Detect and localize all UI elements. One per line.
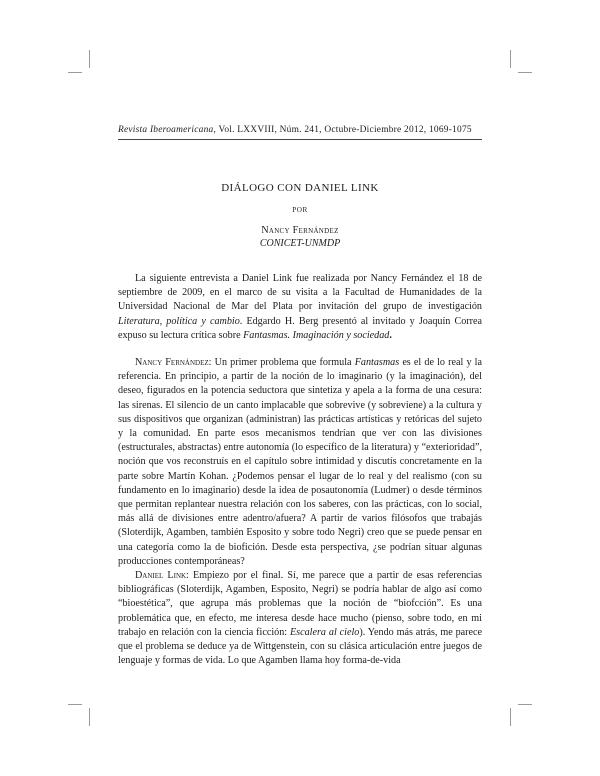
question-text: es el de lo real y la referencia. En principio, a partir de la noción de lo imaginario (y la imaginación), del deseo, figurados en la potencia seductora que sintetiza y apela a la forma de una cesura: las sirenas. El silencio de un canto implacable que sobrevive (y sobreviene) a la cultura y sus dispositivos que organizan (administran) las prácticas artísticas y retóricas del sujeto y la comunidad. En parte esos mecanismos tendrían que ver con las divisiones (estructurales, abstractas) entre autonomía (lo específico de la literatura) y “exterioridad”, noción que vos reconstruís en el capítulo sobre intimidad y discutís concretamente en la parte sobre Martín Kohan. ¿Podemos pensar el lugar de lo real y del realismo (con su fundamento en lo imaginario) desde la idea de posautonomía (Ludmer) o desde términos que permitan replantear nuestra relación con los saberes, con las prácticas, con lo social, más allá de divisiones entre adentro/afuera? A partir de varios filósofos que trabajás (Sloterdijk, Agamben, también Esposito y sobre todo Negri) creo que se puede pensar en una categoría como la de biofición. Desde esta perspectiva, ¿se podrían situar algunas producciones contemporáneas? xyxy=(118,357,482,567)
speaker-name: Nancy Fernández: xyxy=(135,357,212,368)
interview-body xyxy=(118,356,482,668)
book-title: Fantasmas. Imaginación y sociedad xyxy=(243,329,390,341)
article-title: DIÁLOGO CON DANIEL LINK xyxy=(221,182,379,194)
crop-mark xyxy=(510,708,511,726)
question-paragraph xyxy=(118,356,482,569)
crop-mark xyxy=(68,72,82,73)
answer-paragraph xyxy=(118,569,482,668)
crop-mark xyxy=(89,50,90,68)
header-rule xyxy=(118,139,482,140)
speaker-name: Daniel Link: xyxy=(135,570,189,582)
crop-mark xyxy=(510,50,511,68)
question-text: Un primer problema que formula xyxy=(211,357,355,368)
intro-paragraph xyxy=(118,272,482,343)
book-title: Escalera al cielo xyxy=(290,626,360,638)
answer-text: ). Yendo más atrás, me parece que el problema se deduce ya de Wittgenstein, con su clásica articulación entre juegos de lenguaje y formas de vida. Lo que Agamben llama hoy forma-de-vida xyxy=(118,626,482,667)
crop-mark xyxy=(518,704,532,705)
author-name: Nancy Fernández xyxy=(261,225,339,236)
project-title: Literatura, política y cambio xyxy=(118,315,240,327)
running-header xyxy=(118,125,482,135)
crop-mark xyxy=(518,72,532,73)
byline-por: POR xyxy=(292,206,308,214)
answer-text: Empiezo por el final. Sí, me parece que a partir de esas referencias bibliográficas (Sloterdijk, Agamben, Esposito, Negri) se podría hablar de algo así como “bioestética”, que agrupa más problemas que la noción de “biofcción”. Es una problemática que, en efecto, me interesa desde hace mucho (pienso, sobre todo, en mi trabajo en relación con la ciencia ficción: xyxy=(118,570,482,638)
intro-text: . Edgardo H. Berg presentó al invitado y Joaquín Correa expuso su lectura crítica sobre xyxy=(118,315,482,341)
book-title: Fantasmas xyxy=(354,357,400,368)
author-affiliation: CONICET-UNMDP xyxy=(259,238,341,249)
intro-text: La siguiente entrevista a Daniel Link fue realizada por Nancy Fernández el 18 de septiembre de 2009, en el marco de su visita a la Facultad de Humanidades de la Universidad Nacional de Mar del Plata por invitación del grupo de investigación xyxy=(118,273,482,313)
journal-name: Revista Iberoamericana xyxy=(118,125,214,135)
crop-mark xyxy=(68,704,82,705)
intro-text: . xyxy=(389,329,392,341)
crop-mark xyxy=(89,708,90,726)
issue-info: , Vol. LXXVIII, Núm. 241, Octubre-Diciembre 2012, 1069-1075 xyxy=(213,125,472,135)
